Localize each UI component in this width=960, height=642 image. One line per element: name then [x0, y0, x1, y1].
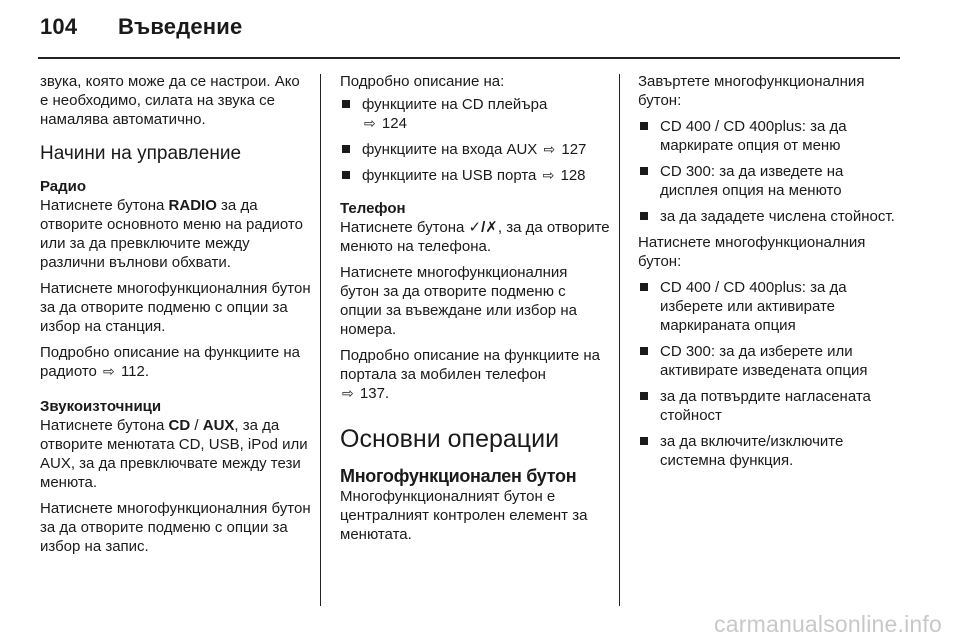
list-item: CD 400 / CD 400plus: за да изберете или активирате маркираната опция [638, 278, 900, 335]
column-2 [340, 72, 610, 551]
paragraph: Подробно описание на функциите на портала за мобилен телефон ⇨ 137. [340, 347, 600, 402]
page-ref-icon: ⇨ [364, 115, 376, 131]
paragraph: Завъртете многофункционалния бутон: [638, 73, 865, 109]
subheading-phone: Телефон [340, 200, 406, 217]
paragraph: Натиснете бутона CD / AUX, за да отворите менютата CD, USB, iPod или AUX, за да превключвате между тези менюта. [40, 417, 308, 491]
subheading-sources: Звукоизточници [40, 398, 162, 415]
ref-list [340, 95, 610, 185]
list-item: за да включите/изключите системна функция. [638, 432, 900, 470]
paragraph: Натиснете бутона ✓/✗, за да отворите менюто на телефона. [340, 219, 610, 255]
paragraph: Натиснете многофункционалния бутон: [638, 234, 866, 270]
list-item: за да потвърдите нагласената стойност [638, 387, 900, 425]
section-heading-main: Основни операции [340, 425, 560, 453]
list-rotate [638, 117, 900, 226]
column-3 [638, 72, 900, 477]
paragraph: Натиснете многофункционалния бутон за да отворите подменю с опции за избор на запис. [40, 500, 311, 555]
page-ref-icon: ⇨ [103, 363, 115, 379]
list-item: CD 400 / CD 400plus: за да маркирате опция от меню [638, 117, 900, 155]
list-item: функциите на CD плейъра ⇨ 124 [340, 95, 610, 133]
page-header [40, 14, 242, 40]
page-number: 104 [40, 14, 78, 39]
phone-button-icon: ✓/✗ [468, 219, 498, 236]
column-divider-2 [619, 74, 620, 606]
page-ref-icon: ⇨ [542, 167, 555, 183]
column-1 [40, 72, 312, 563]
section-heading-sub: Многофункционален бутон [340, 466, 577, 486]
paragraph: звука, която може да се настрои. Ако е необходимо, силата на звука се намалява автоматично. [40, 73, 300, 128]
paragraph: Натиснете бутона RADIO за да отворите основното меню на радиото или за да превключите между различни вълнови обхвати. [40, 197, 303, 271]
paragraph: Многофункционалният бутон е централният контролен елемент за менютата. [340, 488, 588, 543]
list-press [638, 278, 900, 470]
list-item: за да зададете числена стойност. [638, 207, 900, 226]
page-ref-icon: ⇨ [543, 141, 556, 157]
list-item: CD 300: за да изберете или активирате изведената опция [638, 342, 900, 380]
radio-button-name: RADIO [168, 197, 217, 214]
paragraph: Подробно описание на: [340, 73, 505, 90]
column-divider-1 [320, 74, 321, 606]
list-item: функциите на USB порта ⇨ 128 [340, 166, 610, 185]
page-ref-icon: ⇨ [342, 385, 354, 401]
paragraph: Натиснете многофункционалния бутон за да отворите подменю с опции за въвеждане или избор на номера. [340, 264, 577, 338]
header-rule [38, 57, 900, 59]
list-item: функциите на входа AUX ⇨ 127 [340, 140, 610, 159]
subheading-radio: Радио [40, 178, 87, 195]
list-item: CD 300: за да изведете на дисплея опция на менюто [638, 162, 900, 200]
page-title: Въведение [118, 14, 243, 39]
paragraph: Натиснете многофункционалния бутон за да отворите подменю с опции за избор на станция. [40, 280, 311, 335]
watermark: carmanualsonline.info [714, 611, 942, 637]
paragraph: Подробно описание на функциите на радиото ⇨ 112. [40, 344, 300, 380]
section-heading: Начини на управление [40, 143, 242, 164]
